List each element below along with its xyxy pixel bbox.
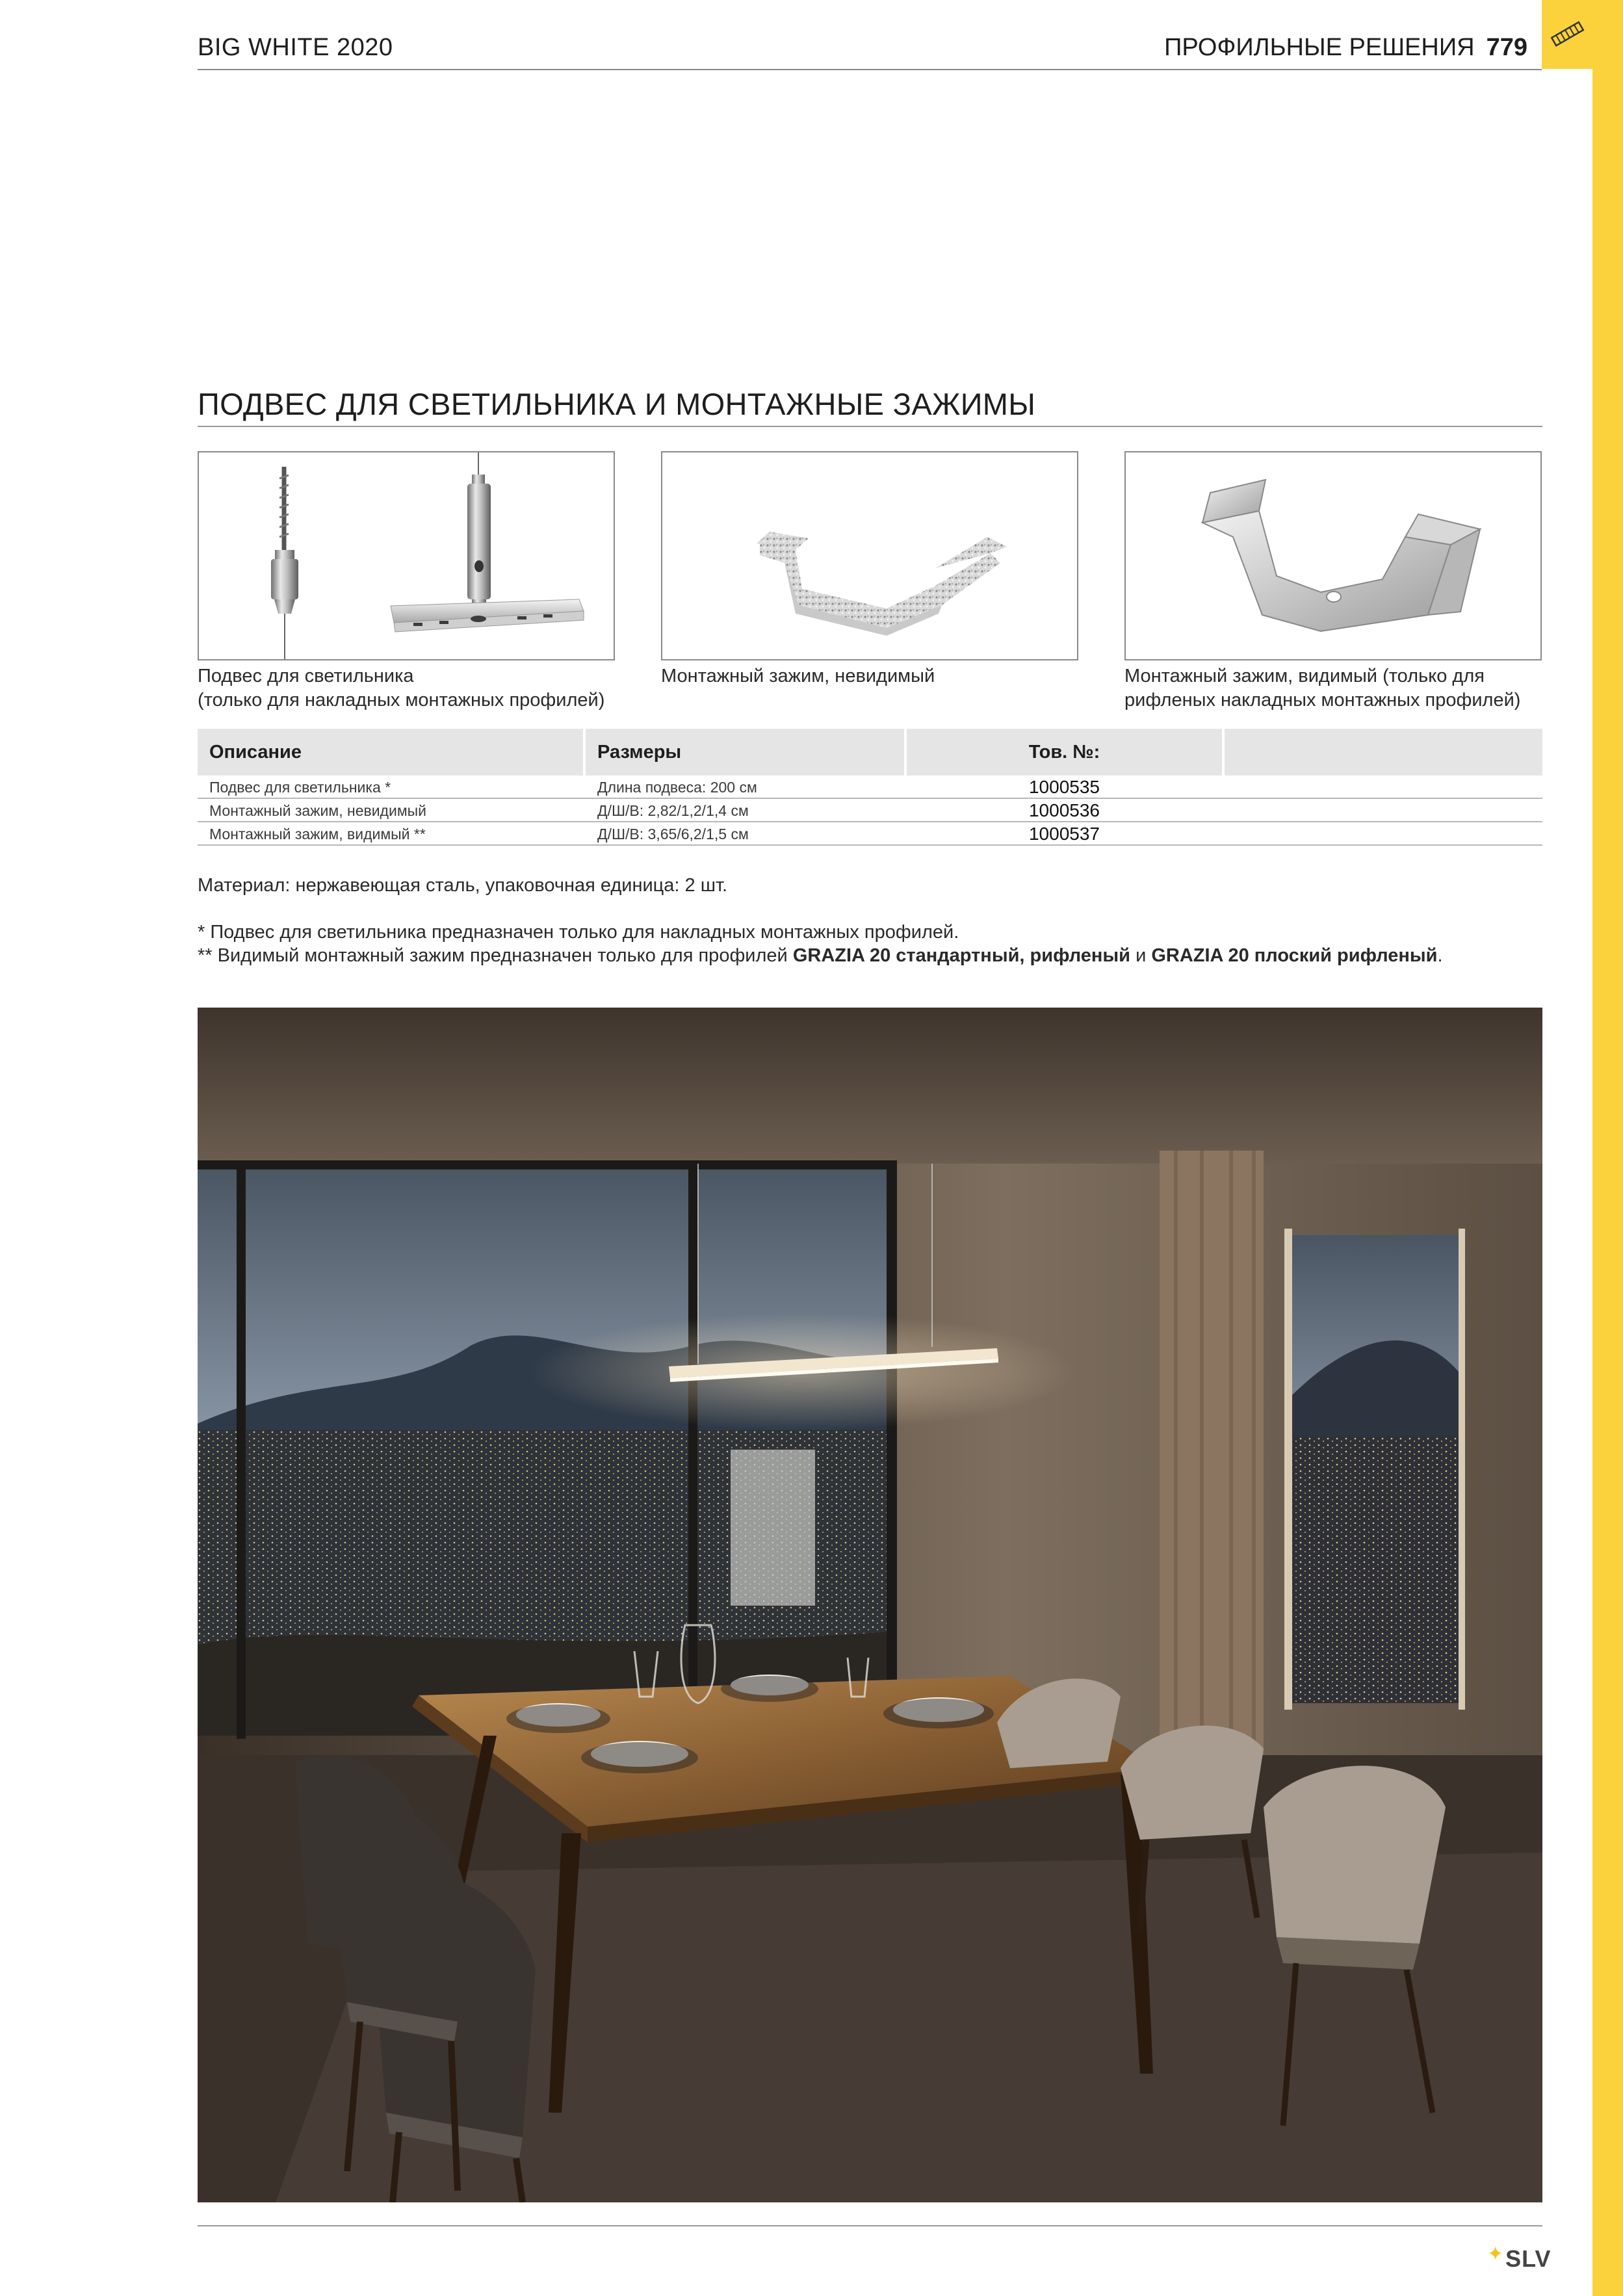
caption-line: Подвес для светильника — [198, 666, 414, 686]
product-image-visible-clip — [1124, 451, 1542, 660]
footnote-text: . — [1437, 945, 1443, 966]
page-number: 779 — [1486, 34, 1527, 61]
caption-line: Монтажный зажим, невидимый — [661, 666, 935, 686]
accent-strip — [1592, 0, 1623, 2296]
brand-name: SLV — [1505, 2245, 1552, 2272]
catalog-title: BIG WHITE 2020 — [198, 34, 393, 61]
cell-sku: 1000536 — [1028, 800, 1100, 820]
footer-divider — [198, 2225, 1542, 2226]
material-note: Материал: нержавеющая сталь, упаковочная единица: 2 шт. — [198, 875, 728, 896]
product-caption — [661, 664, 935, 688]
footnote-2 — [198, 945, 1443, 967]
header-extra — [1225, 729, 1542, 776]
category-badge — [1542, 0, 1592, 69]
table-row — [198, 776, 1542, 799]
product-image-suspension — [198, 451, 615, 660]
brand-logo — [1487, 2245, 1551, 2273]
product-image-invisible-clip — [661, 451, 1078, 660]
product-name: GRAZIA 20 плоский рифленый — [1151, 945, 1438, 966]
cell-description: Монтажный зажим, невидимый — [209, 802, 427, 819]
header-divider — [198, 69, 1542, 70]
table-row — [198, 822, 1542, 846]
section-header — [1164, 34, 1527, 62]
spec-table — [198, 729, 1542, 846]
cell-description: Подвес для светильника * — [209, 779, 391, 796]
cell-dimensions: Длина подвеса: 200 см — [597, 779, 757, 796]
spark-icon: ✦ — [1487, 2243, 1505, 2265]
product-caption — [1124, 664, 1520, 712]
cell-sku: 1000537 — [1028, 824, 1100, 844]
footnote-text: и — [1130, 945, 1152, 966]
header-dimensions: Размеры — [586, 729, 904, 776]
header-description: Описание — [198, 729, 583, 776]
caption-line: рифленых накладных монтажных профилей) — [1124, 690, 1521, 711]
led-profile-icon — [1551, 20, 1585, 49]
section-name: ПРОФИЛЬНЫЕ РЕШЕНИЯ — [1164, 34, 1475, 61]
caption-line: Монтажный зажим, видимый (только для — [1124, 666, 1485, 686]
table-row — [198, 799, 1542, 822]
product-name: GRAZIA 20 стандартный, рифленый — [792, 945, 1131, 966]
footnote-text: ** Видимый монтажный зажим предназначен только для профилей — [198, 945, 793, 966]
cell-dimensions: Д/Ш/В: 3,65/6,2/1,5 см — [597, 826, 749, 842]
cell-description: Монтажный зажим, видимый ** — [209, 826, 426, 842]
table-header-row — [198, 729, 1542, 776]
caption-line: (только для накладных монтажных профилей) — [198, 690, 605, 711]
footnote-1: * Подвес для светильника предназначен только для накладных монтажных профилей. — [198, 922, 959, 943]
cell-dimensions: Д/Ш/В: 2,82/1,2/1,4 см — [597, 802, 749, 819]
header-sku: Тов. №: — [907, 729, 1222, 776]
cell-sku: 1000535 — [1028, 777, 1100, 797]
product-caption — [198, 664, 604, 712]
title-divider — [198, 426, 1542, 427]
page-title: ПОДВЕС ДЛЯ СВЕТИЛЬНИКА И МОНТАЖНЫЕ ЗАЖИМЫ — [198, 387, 1036, 421]
interior-photo — [198, 1008, 1542, 2202]
